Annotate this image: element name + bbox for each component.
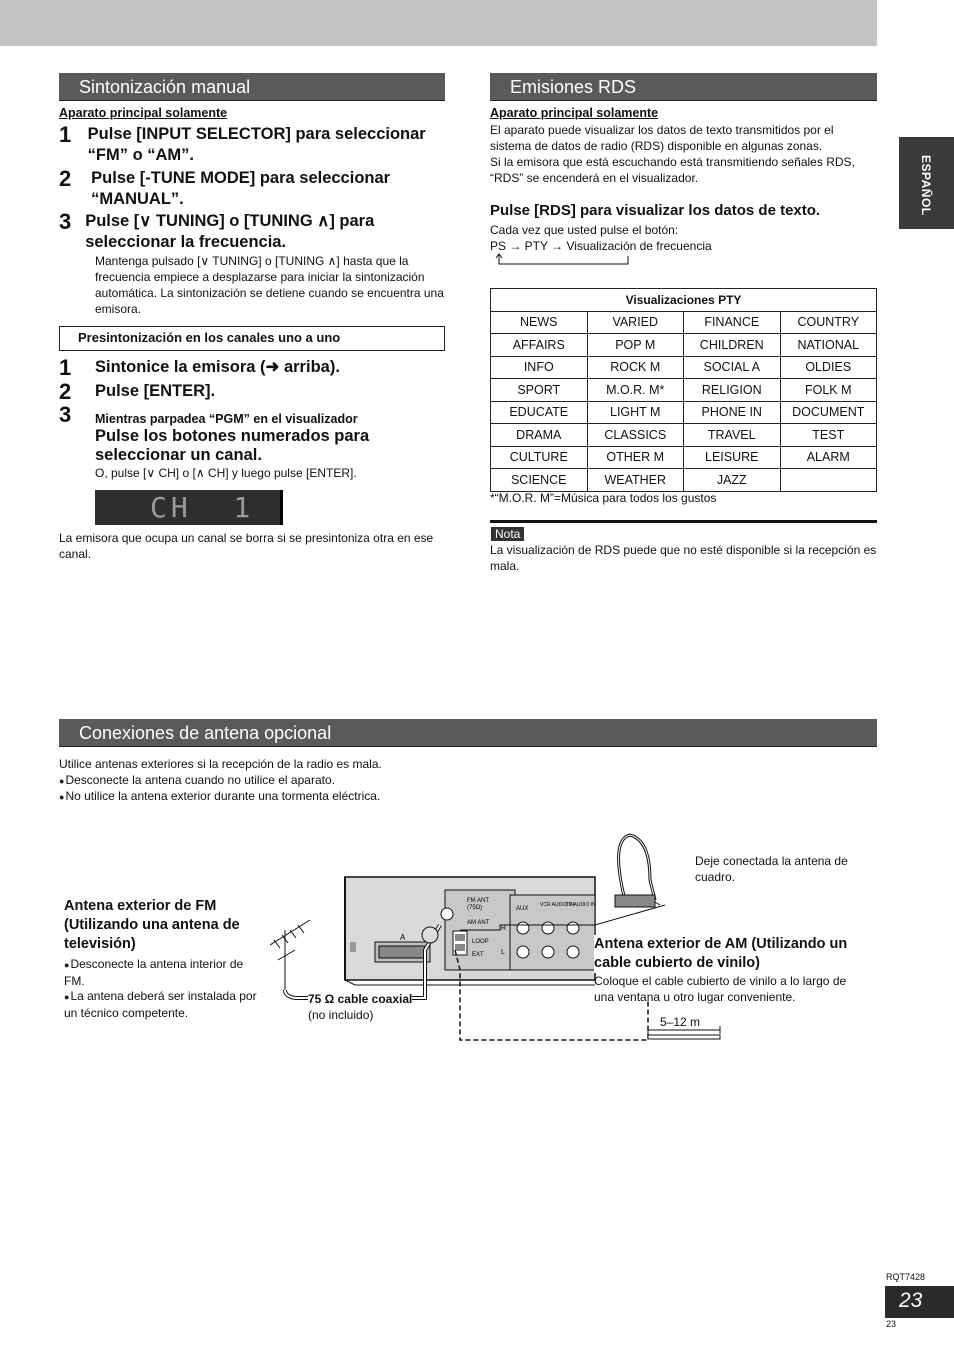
- step-number: 1: [59, 122, 72, 147]
- step-number: 1: [59, 355, 72, 380]
- table-cell: AFFAIRS: [491, 334, 588, 357]
- table-cell: DRAMA: [491, 424, 588, 447]
- panel-label-loop: LOOP: [472, 939, 489, 945]
- step-text: Pulse [ENTER].: [95, 382, 216, 400]
- rds-intro-1: El aparato puede visualizar los datos de texto transmitidos por el sistema de datos de radio (RDS) disponible en algunas zonas.: [490, 123, 834, 153]
- table-cell: NEWS: [491, 311, 588, 334]
- rds-intro-2: Si la emisora que está escuchando está transmitiendo señales RDS, “RDS” se encenderá en el visualizador.: [490, 155, 855, 185]
- table-cell: TRAVEL: [684, 424, 781, 447]
- panel-label-am-ant: AM ANT: [467, 920, 490, 926]
- panel-label-fm-ohm: (75Ω): [467, 905, 483, 911]
- section-title-manual-tuning: Sintonización manual: [59, 73, 445, 101]
- step-text: Pulse [∨ TUNING] o [TUNING ∧] para seleccionar la frecuencia.: [85, 212, 375, 251]
- am-antenna-title: Antena exterior de AM (Utilizando un cable cubierto de vinilo): [594, 935, 864, 973]
- table-cell: PHONE IN: [684, 401, 781, 424]
- table-row: [491, 446, 877, 469]
- preset-step-2: [59, 381, 445, 403]
- preset-box-heading: Presintonización en los canales uno a uno: [59, 326, 445, 351]
- panel-label-tv: TV AUDIO IN: [566, 902, 596, 908]
- fm-bullet: [64, 956, 262, 989]
- table-cell: COUNTRY: [780, 311, 877, 334]
- table-cell: M.O.R. M*: [587, 379, 684, 402]
- table-cell: INFO: [491, 356, 588, 379]
- table-row: [491, 401, 877, 424]
- loop-arrow-icon: [494, 253, 634, 267]
- table-cell: OTHER M: [587, 446, 684, 469]
- doc-code: RQT7428: [886, 1272, 926, 1282]
- panel-marker-a: A: [400, 933, 406, 942]
- preset-step-3-note: O, pulse [∨ CH] o [∧ CH] y luego pulse [ENTER].: [95, 466, 357, 480]
- preset-step-3-main: Pulse los botones numerados para seleccionar un canal.: [95, 427, 370, 464]
- step-3-note: Mantenga pulsado [∨ TUNING] o [TUNING ∧] hasta que la frecuencia empiece a desplazarse para iniciar la sintonización automática. La sintonización se detiene cuando se encuentra una emisora.: [95, 254, 444, 316]
- tv-antenna-icon: [270, 920, 310, 990]
- fm-antenna-title: Antena exterior de FM (Utilizando una antena de televisión): [64, 898, 240, 952]
- panel-marker-l: L: [501, 949, 505, 956]
- antenna-intro: Utilice antenas exteriores si la recepción de la radio es mala.: [59, 757, 382, 771]
- top-band: [0, 0, 877, 46]
- preset-step-1: [59, 357, 445, 379]
- table-cell: FOLK M: [780, 379, 877, 402]
- table-cell: EDUCATE: [491, 401, 588, 424]
- table-row: [491, 379, 877, 402]
- page-number-box: [885, 1286, 954, 1318]
- step-text: Pulse [-TUNE MODE] para seleccionar “MANUAL”.: [91, 169, 391, 208]
- table-cell: CHILDREN: [684, 334, 781, 357]
- table-cell: VARIED: [587, 311, 684, 334]
- loop-antenna-icon: [615, 835, 660, 907]
- step-number: 3: [59, 402, 72, 427]
- table-cell: ROCK M: [587, 356, 684, 379]
- coax-label: 75 Ω cable coaxial: [308, 992, 413, 1006]
- left-subtitle: Aparato principal solamente: [59, 106, 228, 120]
- table-cell: SPORT: [491, 379, 588, 402]
- table-cell: SOCIAL A: [684, 356, 781, 379]
- rds-each-time: Cada vez que usted pulse el botón:: [490, 223, 679, 237]
- table-cell: [780, 469, 877, 492]
- right-subtitle: Aparato principal solamente: [490, 106, 659, 120]
- step-1: [59, 124, 445, 166]
- display-panel: [95, 490, 283, 525]
- section-title-antenna: Conexiones de antena opcional: [59, 719, 877, 747]
- table-row: [491, 356, 877, 379]
- table-cell: JAZZ: [684, 469, 781, 492]
- table-cell: POP M: [587, 334, 684, 357]
- table-cell: WEATHER: [587, 469, 684, 492]
- antenna-bullet: [59, 772, 335, 789]
- table-cell: OLDIES: [780, 356, 877, 379]
- pty-footnote: *“M.O.R. M”=Música para todos los gustos: [490, 491, 717, 505]
- page-number: 23: [899, 1289, 923, 1312]
- receiver-rear-panel: [345, 877, 596, 985]
- rds-sequence: PS → PTY → Visualización de frecuencia: [490, 239, 712, 253]
- panel-label-fm-ant: FM ANT: [467, 898, 489, 904]
- rds-instruction: Pulse [RDS] para visualizar los datos de texto.: [490, 202, 821, 219]
- panel-label-aux: AUX: [516, 906, 529, 912]
- language-tab-label: ESPAÑOL: [919, 155, 933, 216]
- step-text: Pulse [INPUT SELECTOR] para seleccionar “FM” o “AM”.: [87, 125, 426, 164]
- fm-bullet-text: Desconecte la antena interior de FM.: [64, 957, 244, 988]
- pty-table-header: Visualizaciones PTY: [491, 289, 877, 312]
- table-cell: TEST: [780, 424, 877, 447]
- nota-badge: Nota: [491, 527, 524, 541]
- table-cell: FINANCE: [684, 311, 781, 334]
- fm-bullet-text: La antena deberá ser instalada por un técnico competente.: [64, 989, 257, 1020]
- coax-note: (no incluido): [308, 1008, 374, 1022]
- table-cell: NATIONAL: [780, 334, 877, 357]
- step-number: 2: [59, 379, 72, 404]
- table-row: [491, 334, 877, 357]
- table-row: [491, 424, 877, 447]
- pty-table: [490, 288, 877, 492]
- page-number-small: 23: [886, 1319, 897, 1329]
- step-text: Mientras parpadea “PGM” en el visualizador: [95, 412, 358, 426]
- step-number: 2: [59, 166, 72, 191]
- table-row: [491, 469, 877, 492]
- table-cell: ALARM: [780, 446, 877, 469]
- table-cell: DOCUMENT: [780, 401, 877, 424]
- panel-label-vcr: VCR AUDIO IN: [540, 902, 574, 908]
- step-2: [59, 168, 445, 210]
- panel-marker-r: R: [501, 925, 507, 932]
- table-row: [491, 311, 877, 334]
- antenna-bullet-text: No utilice la antena exterior durante una tormenta eléctrica.: [65, 789, 381, 803]
- loop-antenna-note: Deje conectada la antena de cuadro.: [695, 854, 848, 884]
- table-cell: CULTURE: [491, 446, 588, 469]
- table-cell: RELIGION: [684, 379, 781, 402]
- wire-length-label: 5–12 m: [660, 1015, 701, 1029]
- section-title-rds: Emisiones RDS: [490, 73, 877, 101]
- step-number: 3: [59, 209, 72, 234]
- display-text: CH 1: [150, 491, 255, 524]
- step-text: Sintonice la emisora (➜ arriba).: [95, 358, 340, 376]
- language-tab: [899, 137, 954, 229]
- am-antenna-text: Coloque el cable cubierto de vinilo a lo largo de una ventana u otro lugar conveniente.: [594, 974, 847, 1004]
- table-cell: CLASSICS: [587, 424, 684, 447]
- nota-rule: [490, 520, 877, 523]
- table-cell: LEISURE: [684, 446, 781, 469]
- step-3: [59, 211, 445, 253]
- table-cell: LIGHT M: [587, 401, 684, 424]
- left-footer-note: La emisora que ocupa un canal se borra si se presintoniza otra en ese canal.: [59, 531, 434, 561]
- nota-text: La visualización de RDS puede que no esté disponible si la recepción es mala.: [490, 543, 877, 573]
- table-cell: SCIENCE: [491, 469, 588, 492]
- antenna-bullet: [59, 788, 380, 805]
- fm-bullet: [64, 988, 262, 1021]
- panel-label-ext: EXT: [472, 952, 484, 958]
- antenna-bullet-text: Desconecte la antena cuando no utilice el aparato.: [65, 773, 335, 787]
